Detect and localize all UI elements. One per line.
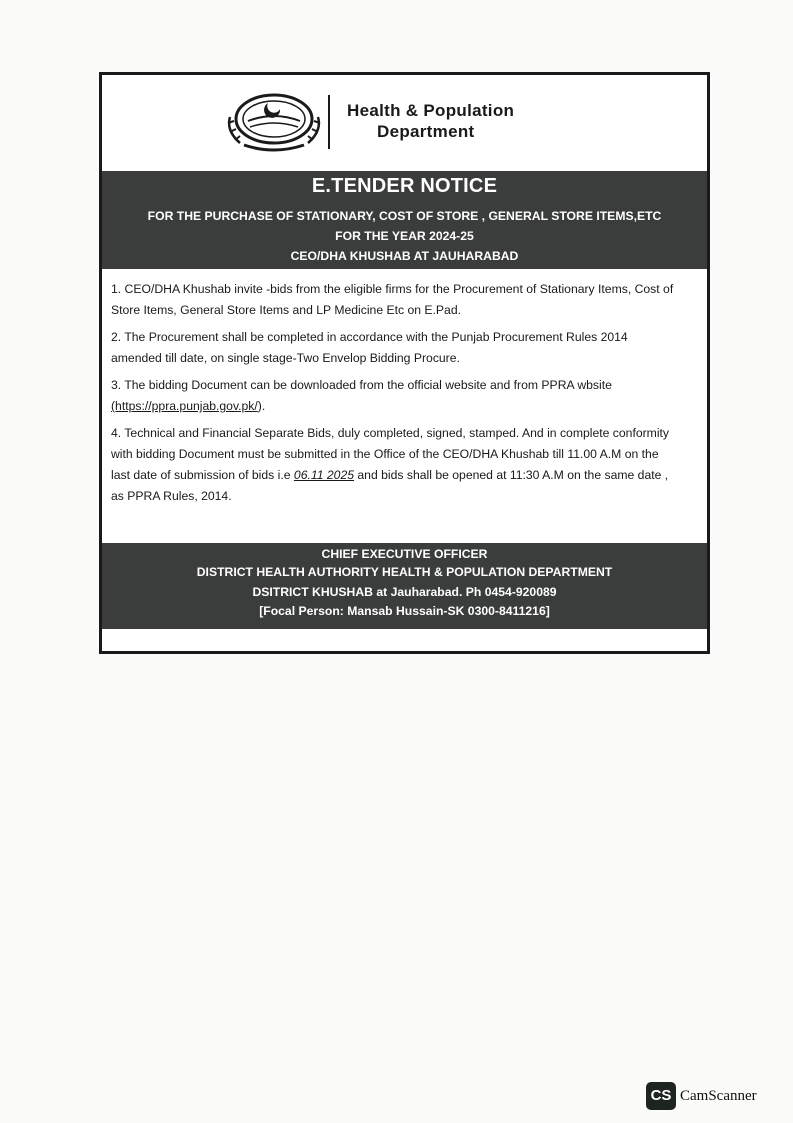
paragraph-1-line-1: 1. CEO/DHA Khushab invite -bids from the eligible firms for the Procurement of Stationary Items, Cost of	[111, 282, 674, 296]
paragraph-1-line-2: Store Items, General Store Items and LP Medicine Etc on E.Pad.	[111, 303, 462, 317]
paragraph-3-tail: ).	[257, 399, 266, 413]
office-address-phone: DSITRICT KHUSHAB at Jauharabad. Ph 0454-920089	[252, 585, 557, 599]
paragraph-3-line-1: 3. The bidding Document can be downloaded from the official website and from PPRA wbsite	[111, 378, 612, 392]
punjab-emblem-icon	[222, 91, 326, 153]
paragraph-4-line-3-end: and bids shall be opened at 11:30 A.M on the same date ,	[354, 468, 669, 482]
focal-person: [Focal Person: Mansab Hussain-SK 0300-8411216]	[259, 604, 550, 618]
notice-title: E.TENDER NOTICE	[311, 175, 498, 197]
submission-date: 06.11 2025	[293, 468, 355, 482]
department-header	[222, 87, 602, 157]
paragraph-4-line-1: 4. Technical and Financial Separate Bids, duly completed, signed, stamped. And in complete conformity	[111, 426, 670, 440]
paragraph-3	[111, 375, 701, 417]
notice-body	[111, 279, 701, 513]
camscanner-watermark: CamScanner	[680, 1088, 757, 1104]
department-name-line2: Department	[377, 122, 475, 141]
header-divider	[328, 95, 330, 149]
paragraph-4-line-3-start: last date of submission of bids i.e	[111, 468, 294, 482]
paragraph-4-line-2: with bidding Document must be submitted in the Office of the CEO/DHA Khushab till 11.00 A.M on the	[111, 447, 659, 461]
paragraph-1	[111, 279, 701, 321]
notice-title-band	[102, 171, 707, 269]
officer-title: CHIEF EXECUTIVE OFFICER	[321, 547, 488, 561]
paragraph-4	[111, 423, 701, 507]
notice-subtitle-year: FOR THE YEAR 2024-25	[335, 229, 474, 243]
paragraph-4-line-4: as PPRA Rules, 2014.	[111, 489, 232, 503]
ppra-website-link[interactable]: (https://ppra.punjab.gov.pk/	[111, 399, 258, 413]
camscanner-logo-icon: CS	[646, 1082, 676, 1110]
notice-subtitle-purchase: FOR THE PURCHASE OF STATIONARY, COST OF STORE , GENERAL STORE ITEMS,ETC	[147, 209, 662, 223]
paragraph-2-line-2: amended till date, on single stage-Two Envelop Bidding Procure.	[111, 351, 460, 365]
authority-name: DISTRICT HEALTH AUTHORITY HEALTH & POPULATION DEPARTMENT	[196, 565, 613, 579]
paragraph-2	[111, 327, 701, 369]
tender-notice	[99, 72, 710, 654]
department-name-line1: Health & Population	[347, 101, 515, 120]
notice-subtitle-office: CEO/DHA KHUSHAB AT JAUHARABAD	[290, 249, 519, 263]
contact-band	[102, 543, 707, 629]
paragraph-2-line-1: 2. The Procurement shall be completed in accordance with the Punjab Procurement Rules 2014	[111, 330, 628, 344]
